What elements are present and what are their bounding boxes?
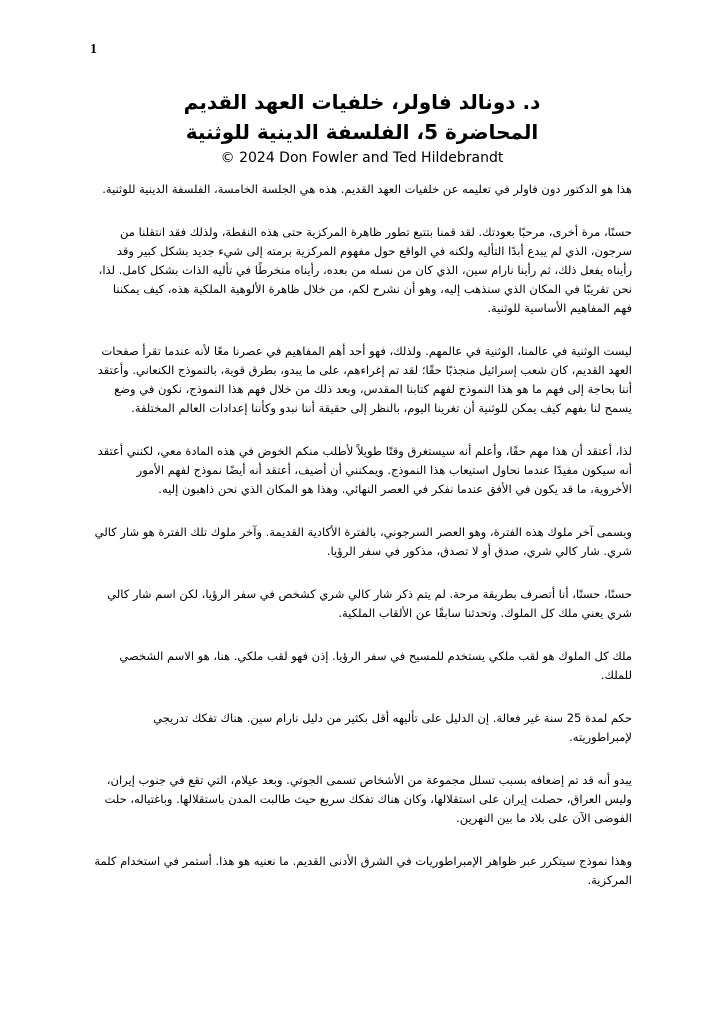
paragraph: لذا، أعتقد أن هذا مهم حقًا، وأعلم أنه سيستغرق وقتًا طويلاً لأطلب منكم الخوض في هذه المادة معي، لكنني أعتقد أنه سيكون مفيدًا عندما نحاول استيعاب هذا النموذج. ويمكنني أن أضيف، أعتقد أنه أيضًا نموذج لفهم الأمور الأخروية، ما قد يكون في الأفق عندما نفكر في العصر النهائي. وهذا هو المكان الذي نحن ذاهبون إليه. [97, 444, 632, 496]
page-number: 1 [90, 42, 97, 57]
copyright-line: © 2024 Don Fowler and Ted Hildebrandt [220, 150, 504, 166]
paragraph: ليست الوثنية في عالمنا، الوثنية في عالمهم. ولذلك، فهو أحد أهم المفاهيم في عصرنا معًا لأنه عندما تقرأ صفحات العهد القديم، كان شعب إسرائيل منجذبًا حقًا؛ لقد تم إغراءهم، على ما يبدو، بطرق قوية، بالنموذج الكنعاني. وأعتقد أننا بحاجة إلى فهم ما هو هذا النموذج لفهم كتابنا المقدس، وبعد ذلك من خلال فهم هذا النموذج، نكون في وضع يسمح لنا بفهم كيف يمكن للوثنية أن تغرينا اليوم، بالنظر إلى حقيقة أننا نبدو وكأننا إعدادات العالم المختلفة. [97, 344, 632, 415]
paragraph: ملك كل الملوك هو لقب ملكي يستخدم للمسيح في سفر الرؤيا. إذن فهو لقب ملكي. هنا، هو الاسم الشخصي للملك. [119, 649, 632, 682]
paragraph: وهذا نموذج سيتكرر عبر ظواهر الإمبراطوريات في الشرق الأدنى القديم. ما نعنيه هو هذا. أستمر في استخدام كلمة المركزية. [94, 854, 632, 887]
paragraph: حسنًا، مرة أخرى، مرحبًا بعودتك. لقد قمنا بتتبع تطور ظاهرة المركزية حتى هذه النقطة، ولذلك فقد انتقلنا من سرجون، الذي لم يبدع أبدًا التأليه ولكنه في الواقع حول مفهوم المركزية برمته إلى شيء جديد بشكل كبير وقد رأيناه يفعل ذلك، ثم رأينا نارام سين، الذي كان من نسله من بعده، رأيناه منخرطًا في تأليه الذات بشكل كامل. لذا، نحن تقريبًا في المكان الذي سنذهب إليه، وهو أن نشرح لكم، من خلال ظاهرة الألوهية الملكية هذه، كيف يمكننا فهم المفاهيم الأساسية للوثنية. [98, 225, 632, 315]
document-body [92, 180, 632, 914]
paragraph: حكم لمدة 25 سنة غير فعالة. إن الدليل على تأليهه أقل بكثير من دليل نارام سين. هناك تفكك تدريجي لإمبراطوريته. [153, 711, 632, 744]
lecture-subtitle: المحاضرة 5، الفلسفة الدينية للوثنية [185, 120, 539, 144]
paragraph: هذا هو الدكتور دون فاولر في تعليمه عن خلفيات العهد القديم. هذه هي الجلسة الخامسة، الفلسفة الدينية للوثنية. [102, 182, 632, 196]
paragraph: ويسمى آخر ملوك هذه الفترة، وهو العصر السرجوني، بالفترة الأكادية القديمة. وآخر ملوك تلك الفترة هو شار كالي شري. شار كالي شري، صدق أو لا تصدق، مذكور في سفر الرؤيا. [94, 525, 632, 558]
paragraph: حسنًا، حسنًا، أنا أتصرف بطريقة مرحة. لم يتم ذكر شار كالي شري كشخص في سفر الرؤيا، لكن اسم شار كالي شري يعني ملك كل الملوك. وتحدثنا سابقًا عن الألقاب الملكية. [107, 587, 632, 620]
paragraph: يبدو أنه قد تم إضعافه بسبب تسلل مجموعة من الأشخاص تسمى الجوتي. وبعد عيلام، التي تقع في جنوب إيران، وليس العراق، حصلت إيران على استقلالها، وكان هناك تفكك سريع حيث طالبت المدن باستقلالها. وباغتياله، حلت الفوضى الآن على بلاد ما بين النهرين. [104, 773, 632, 825]
document-title: د. دونالد فاولر، خلفيات العهد القديم [183, 90, 541, 114]
